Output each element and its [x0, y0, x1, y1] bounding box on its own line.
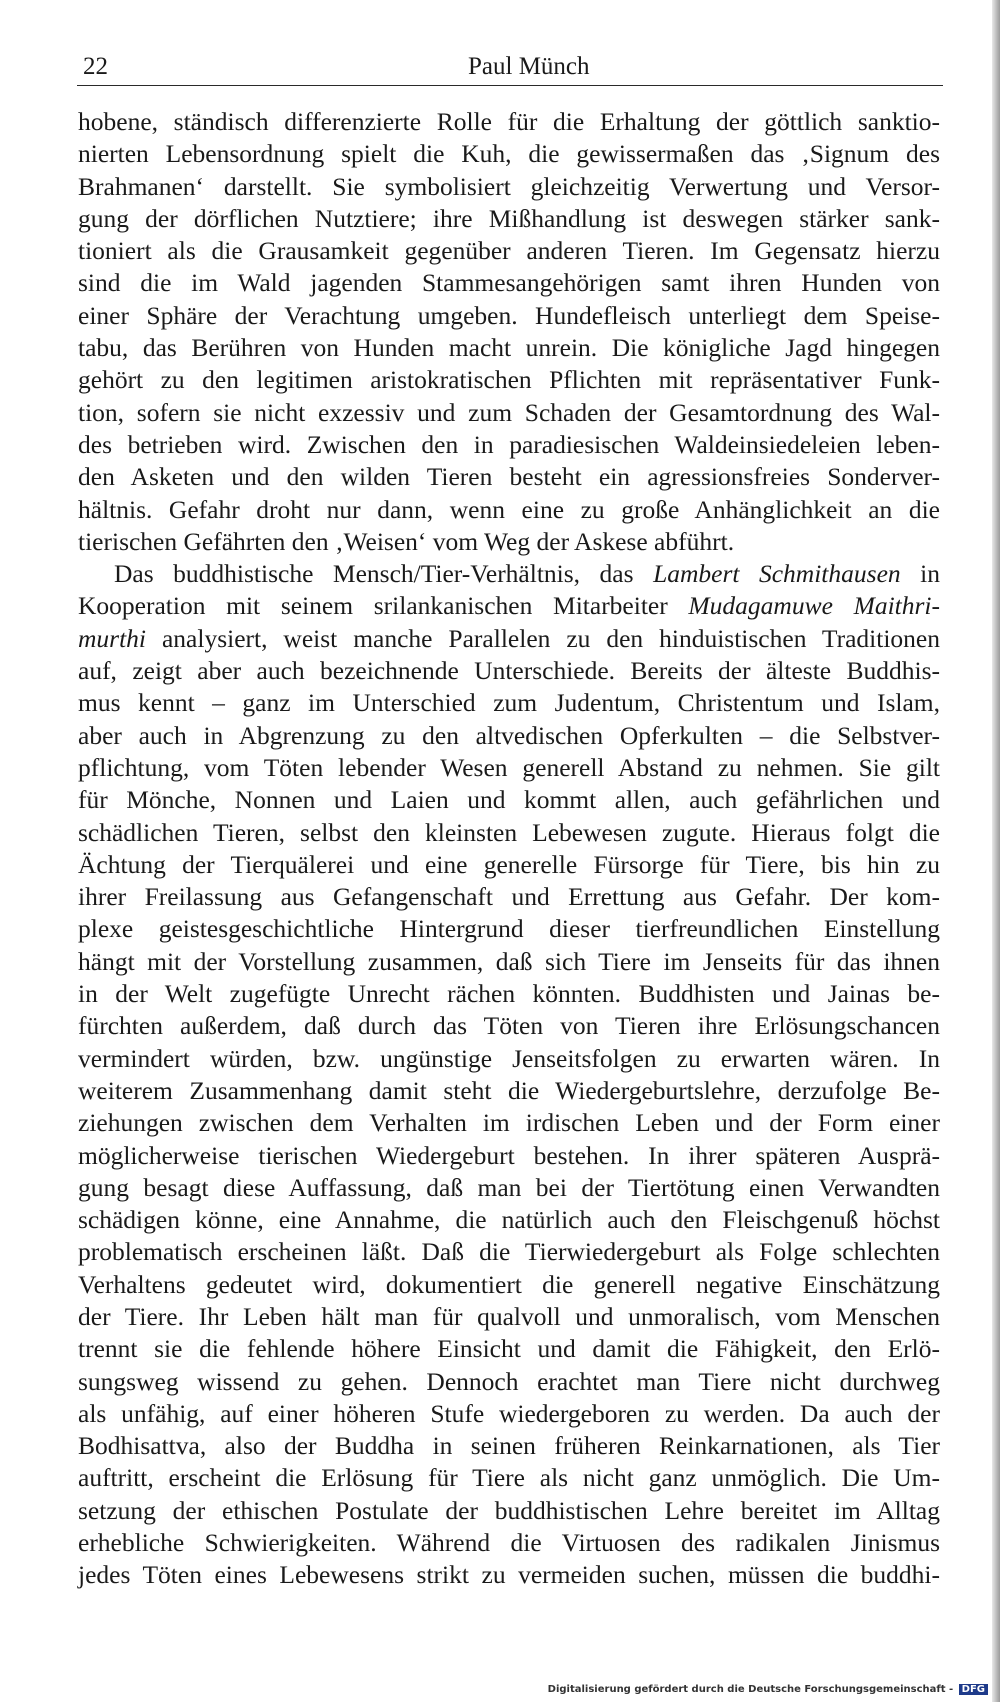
- line-text: gung der dörflichen Nutztiere; ihre Mißhandlung ist deswegen stärker sank-: [78, 203, 940, 233]
- line-text: auftritt, erscheint die Erlösung für Tiere als nicht ganz unmöglich. Die Um-: [78, 1463, 940, 1493]
- line-text: den Asketen und den wilden Tieren besteht ein agressionsfreies Sonderver-: [78, 462, 940, 492]
- text-line: [78, 1398, 940, 1430]
- text-line: [78, 332, 940, 364]
- line-text: Verhaltens gedeutet wird, dokumentiert die generell negative Einschätzung: [78, 1269, 940, 1299]
- line-text: hängt mit der Vorstellung zusammen, daß sich Tiere im Jenseits für das ihnen: [78, 946, 940, 976]
- line-text: sind die im Wald jagenden Stammesangehörigen samt ihren Hunden von: [78, 268, 940, 298]
- text-line: [78, 1043, 940, 1075]
- line-text: analysiert, weist manche Parallelen zu den hinduistischen Traditionen: [146, 623, 940, 653]
- line-text: tion, sofern sie nicht exzessiv und zum Schaden der Gesamtordnung des Wal-: [78, 397, 940, 427]
- text-line: [78, 235, 940, 267]
- text-line: [78, 946, 940, 978]
- text-line: [78, 203, 940, 235]
- line-text: für Mönche, Nonnen und Laien und kommt allen, auch gefährlichen und: [78, 785, 940, 815]
- text-line: [78, 687, 940, 719]
- page-edge-shadow: [992, 0, 1000, 1702]
- text-line: [78, 558, 940, 590]
- text-line: [78, 849, 940, 881]
- line-text: hältnis. Gefahr droht nur dann, wenn eine zu große Anhänglichkeit an die: [78, 494, 940, 524]
- text-line: [78, 526, 940, 558]
- text-line: [78, 590, 940, 622]
- line-text: einer Sphäre der Verachtung umgeben. Hundefleisch unterliegt dem Speise-: [78, 300, 940, 330]
- text-line: [78, 817, 940, 849]
- text-line: [78, 171, 940, 203]
- line-text: der Tiere. Ihr Leben hält man für qualvoll und unmoralisch, vom Menschen: [78, 1301, 940, 1331]
- text-line: [78, 1236, 940, 1268]
- text-line: [78, 1172, 940, 1204]
- dfg-logo: DFG: [959, 1684, 988, 1695]
- header-rule: [77, 85, 943, 86]
- line-text: schädigen könne, eine Annahme, die natürlich auch den Fleischgenuß höchst: [78, 1205, 940, 1235]
- line-text: des betrieben wird. Zwischen den in paradiesischen Waldeinsiedeleien leben-: [78, 429, 940, 459]
- line-text: tabu, das Berühren von Hunden macht unrein. Die königliche Jagd hingegen: [78, 333, 940, 363]
- line-text: vermindert würden, bzw. ungünstige Jenseitsfolgen zu erwarten wären. In: [78, 1043, 940, 1073]
- text-line: [78, 1366, 940, 1398]
- line-text: Bodhisattva, also der Buddha in seinen früheren Reinkarnationen, als Tier: [78, 1431, 940, 1461]
- line-text: hobene, ständisch differenzierte Rolle für die Erhaltung der göttlich sanktio-: [78, 107, 940, 136]
- text-line: [78, 1333, 940, 1365]
- line-text: fürchten außerdem, daß durch das Töten von Tieren ihre Erlösungschancen: [78, 1011, 940, 1041]
- line-text: gehört zu den legitimen aristokratischen Pflichten mit repräsentativer Funk-: [78, 365, 940, 395]
- text-line: [78, 784, 940, 816]
- text-line: [78, 1462, 940, 1494]
- running-head: Paul Münch: [468, 53, 590, 80]
- text-line: [78, 106, 940, 138]
- body-text: [78, 106, 940, 1592]
- line-text: tioniert als die Grausamkeit gegenüber anderen Tieren. Im Gegensatz hierzu: [78, 236, 940, 266]
- text-line: [78, 1430, 940, 1462]
- line-text: Brahmanen‘ darstellt. Sie symbolisiert gleichzeitig Verwertung und Versor-: [78, 171, 940, 201]
- text-line: [78, 1010, 940, 1042]
- page-header: [83, 50, 940, 86]
- line-text: auf, zeigt aber auch bezeichnende Unterschiede. Bereits der älteste Buddhis-: [78, 656, 940, 686]
- text-line: [78, 397, 940, 429]
- text-line: [78, 1140, 940, 1172]
- text-line: [78, 267, 940, 299]
- text-line: [78, 623, 940, 655]
- line-text: möglicherweise tierischen Wiedergeburt bestehen. In ihrer späteren Ausprä-: [78, 1140, 940, 1170]
- page-number: 22: [83, 53, 108, 80]
- text-line: [78, 1301, 940, 1333]
- line-text: als unfähig, auf einer höheren Stufe wiedergeboren zu werden. Da auch der: [78, 1398, 940, 1428]
- line-text: jedes Töten eines Lebewesens strikt zu vermeiden suchen, müssen die buddhi-: [78, 1560, 940, 1590]
- line-text: aber auch in Abgrenzung zu den altvedischen Opferkulten – die Selbstver-: [78, 720, 940, 750]
- text-line: [78, 1527, 940, 1559]
- line-text: in der Welt zugefügte Unrecht rächen könnten. Buddhisten und Jainas be-: [78, 979, 940, 1009]
- footer-credit-text: Digitalisierung gefördert durch die Deutsche Forschungsgemeinschaft -: [547, 1684, 954, 1695]
- text-line: [78, 138, 940, 170]
- line-text: tierischen Gefährten den ‚Weisen‘ vom Weg der Askese abführt.: [78, 526, 735, 556]
- text-line: [78, 364, 940, 396]
- text-line: [78, 1269, 940, 1301]
- line-text: gung besagt diese Auffassung, daß man bei der Tiertötung einen Verwandten: [78, 1172, 940, 1202]
- text-line: [78, 655, 940, 687]
- author-name: Lambert Schmithausen: [653, 559, 901, 589]
- text-line: [78, 1559, 940, 1591]
- text-line: [78, 752, 940, 784]
- line-text: Ächtung der Tierquälerei und eine generelle Fürsorge für Tiere, bis hin zu: [78, 849, 940, 879]
- line-text: schädlichen Tieren, selbst den kleinsten Lebewesen zugute. Hieraus folgt die: [78, 817, 940, 847]
- line-text: sungsweg wissend zu gehen. Dennoch erachtet man Tiere nicht durchweg: [78, 1366, 940, 1396]
- line-text: in: [900, 559, 940, 589]
- line-text: Kooperation mit seinem srilankanischen Mitarbeiter: [78, 591, 689, 621]
- text-line: [78, 429, 940, 461]
- line-text: mus kennt – ganz im Unterschied zum Judentum, Christentum und Islam,: [78, 688, 940, 718]
- author-name: murthi: [78, 623, 147, 653]
- text-line: [78, 881, 940, 913]
- line-text: plexe geistesgeschichtliche Hintergrund dieser tierfreundlichen Einstellung: [78, 914, 940, 944]
- line-text: ziehungen zwischen dem Verhalten im irdischen Leben und der Form einer: [78, 1108, 940, 1138]
- line-text: ihrer Freilassung aus Gefangenschaft und Errettung aus Gefahr. Der kom-: [78, 882, 940, 912]
- line-text: weiterem Zusammenhang damit steht die Wiedergeburtslehre, derzufolge Be-: [78, 1075, 940, 1105]
- text-line: [78, 494, 940, 526]
- text-line: [78, 1075, 940, 1107]
- text-line: [78, 720, 940, 752]
- line-text: nierten Lebensordnung spielt die Kuh, die gewissermaßen das ‚Signum des: [78, 139, 940, 169]
- text-line: [78, 1107, 940, 1139]
- text-line: [78, 1204, 940, 1236]
- text-line: [78, 913, 940, 945]
- line-text: trennt sie die fehlende höhere Einsicht und damit die Fähigkeit, den Erlö-: [78, 1334, 940, 1364]
- line-text: pflichtung, vom Töten lebender Wesen generell Abstand zu nehmen. Sie gilt: [78, 752, 940, 782]
- author-name: Mudagamuwe Maithri-: [688, 591, 940, 621]
- text-line: [78, 978, 940, 1010]
- line-text: problematisch erscheinen läßt. Daß die Tierwiedergeburt als Folge schlechten: [78, 1237, 940, 1267]
- line-text: Das buddhistische Mensch/Tier-Verhältnis, das: [114, 559, 654, 589]
- text-line: [78, 461, 940, 493]
- footer-credit: [548, 1684, 988, 1695]
- text-line: [78, 1495, 940, 1527]
- text-line: [78, 300, 940, 332]
- line-text: setzung der ethischen Postulate der buddhistischen Lehre bereitet im Alltag: [78, 1495, 940, 1525]
- line-text: erhebliche Schwierigkeiten. Während die Virtuosen des radikalen Jinismus: [78, 1528, 940, 1558]
